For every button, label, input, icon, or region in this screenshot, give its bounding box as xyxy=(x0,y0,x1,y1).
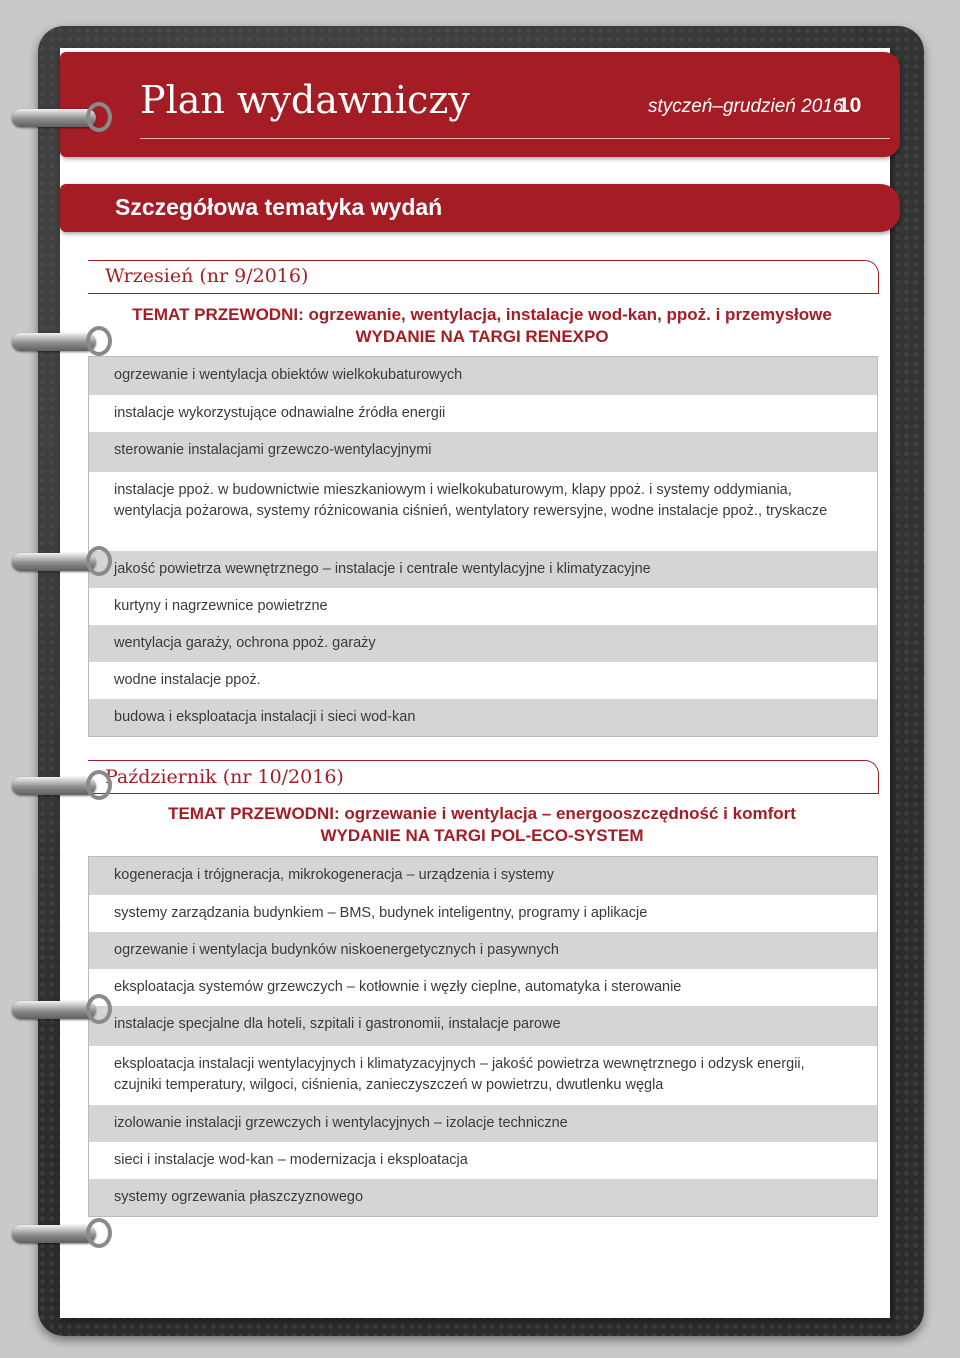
issue-topic-october xyxy=(88,803,876,847)
page-title: Plan wydawniczy xyxy=(140,78,470,122)
binder-ring-icon xyxy=(12,1222,104,1246)
topic-row: kurtyny i nagrzewnice powietrzne xyxy=(114,598,328,614)
topic-row: sterowanie instalacjami grzewczo-wentylacyjnymi xyxy=(89,432,877,472)
issue-table-october xyxy=(88,856,878,1217)
topic-row: ogrzewanie i wentylacja obiektów wielkokubaturowych xyxy=(89,357,877,395)
topic-row: eksploatacja systemów grzewczych – kotłownie i węzły cieplne, automatyka i sterowanie xyxy=(114,979,682,995)
topic-row: systemy ogrzewania płaszczyznowego xyxy=(89,1179,877,1216)
period-label: styczeń–grudzień 2016 xyxy=(648,96,844,117)
topic-line-fair: WYDANIE NA TARGI POL-ECO-SYSTEM xyxy=(320,826,644,845)
topic-row: systemy zarządzania budynkiem – BMS, budynek inteligentny, programy i aplikacje xyxy=(114,905,648,921)
topic-row: jakość powietrza wewnętrznego – instalacje i centrale wentylacyjne i klimatyzacyjne xyxy=(89,551,877,588)
topic-row: wentylacja garaży, ochrona ppoż. garaży xyxy=(89,625,877,662)
header-divider xyxy=(140,138,890,139)
binder-ring-icon xyxy=(12,106,104,130)
issue-month-september: Wrzesień (nr 9/2016) xyxy=(105,265,309,287)
topic-row: eksploatacja instalacji wentylacyjnych i klimatyzacyjnych – jakość powietrza wewnętrznego i odzysk energii, czujniki temperatury, wilgoci, ciśnienia, zanieczyszczeń w powietrzu, dwutlenku węgla xyxy=(114,1056,805,1093)
topic-row: sieci i instalacje wod-kan – modernizacja i eksploatacja xyxy=(114,1152,468,1168)
topic-row: instalacje wykorzystujące odnawialne źródła energii xyxy=(114,405,446,421)
binder-ring-icon xyxy=(12,550,104,574)
binder-ring-icon xyxy=(12,774,104,798)
topic-line-main: TEMAT PRZEWODNI: ogrzewanie, wentylacja, instalacje wod-kan, ppoż. i przemysłowe xyxy=(132,305,832,324)
topic-row: izolowanie instalacji grzewczych i wentylacyjnych – izolacje techniczne xyxy=(89,1105,877,1142)
issue-table-september xyxy=(88,356,878,737)
page-number: 10 xyxy=(838,94,862,117)
topic-row: ogrzewanie i wentylacja budynków niskoenergetycznych i pasywnych xyxy=(89,932,877,969)
topic-row: wodne instalacje ppoż. xyxy=(114,672,261,688)
section-title: Szczegółowa tematyka wydań xyxy=(115,194,443,220)
topic-line-main: TEMAT PRZEWODNI: ogrzewanie i wentylacja – energooszczędność i komfort xyxy=(168,804,796,823)
topic-row: budowa i eksploatacja instalacji i sieci wod-kan xyxy=(89,699,877,736)
topic-row: instalacje specjalne dla hoteli, szpitali i gastronomii, instalacje parowe xyxy=(89,1006,877,1046)
topic-row: instalacje ppoż. w budownictwie mieszkaniowym i wielkokubaturowym, klapy ppoż. i systemy oddymiania, wentylacja pożarowa, systemy różnicowania ciśnień, wentylatory rewersyjne, wodne instalacje ppoż., tryskacze xyxy=(114,482,828,519)
binder-ring-icon xyxy=(12,998,104,1022)
issue-month-october: Październik (nr 10/2016) xyxy=(105,766,344,788)
issue-topic-september xyxy=(88,304,876,348)
topic-row: kogeneracja i trójgneracja, mikrokogeneracja – urządzenia i systemy xyxy=(89,857,877,895)
topic-line-fair: WYDANIE NA TARGI RENEXPO xyxy=(355,327,609,346)
binder-ring-icon xyxy=(12,330,104,354)
